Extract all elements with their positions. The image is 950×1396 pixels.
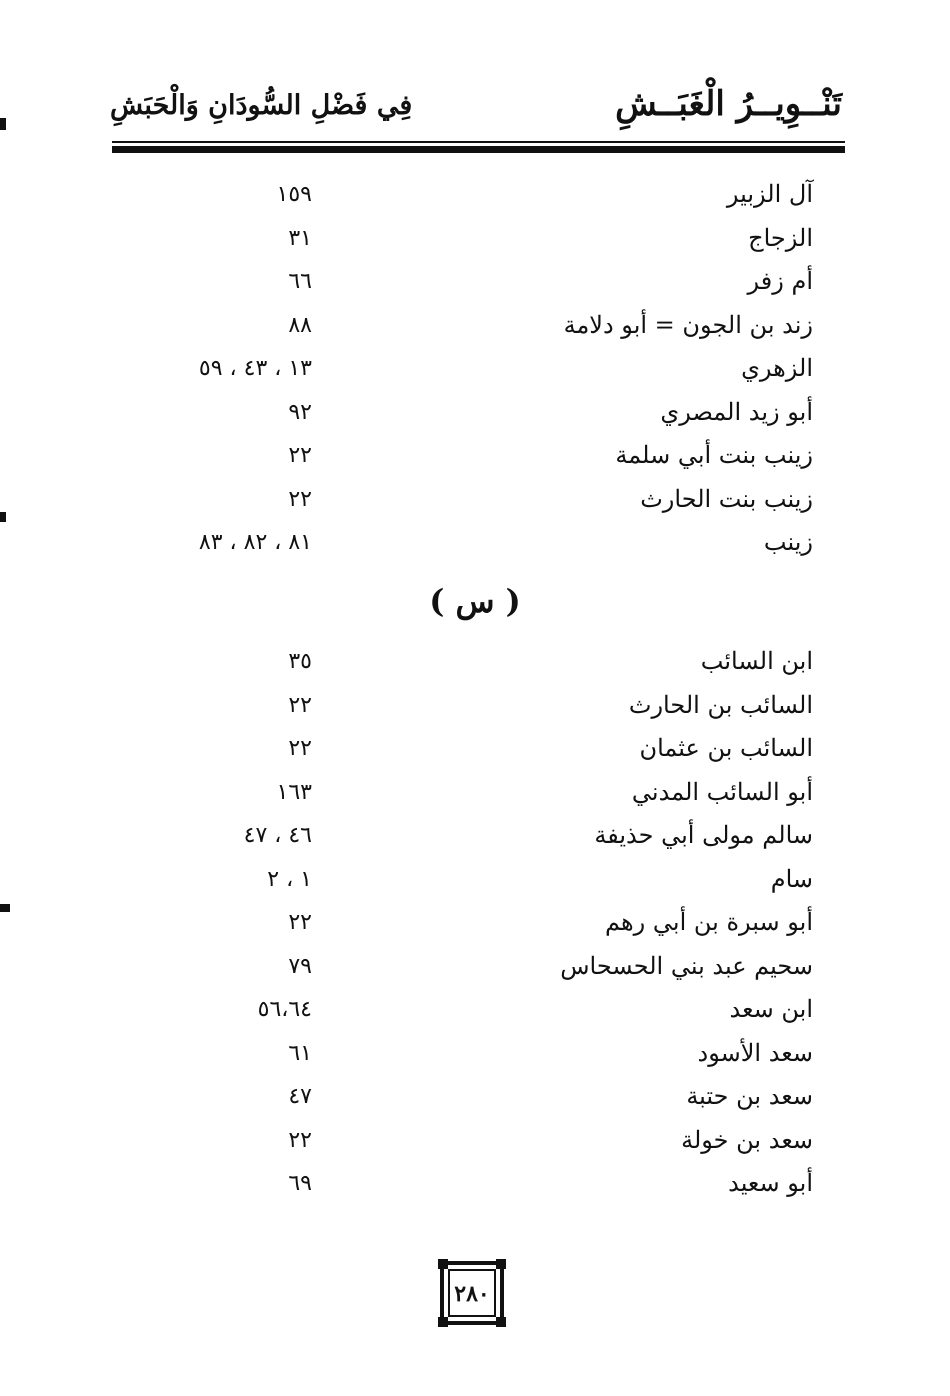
entry-pages: ٥٦،٦٤ <box>257 997 312 1022</box>
index-row <box>112 218 845 262</box>
page-number: ٢٨٠ <box>454 1281 490 1307</box>
entry-name: زينب <box>763 528 813 556</box>
entry-pages: ٦٦ <box>288 269 312 294</box>
index-section-s <box>112 641 845 1207</box>
index-row <box>112 641 845 685</box>
entry-pages: ٣٥ <box>288 649 312 674</box>
entry-pages: ١٣ ، ٤٣ ، ٥٩ <box>198 356 312 381</box>
entry-pages: ٢٢ <box>288 736 312 761</box>
entry-name: السائب بن عثمان <box>639 734 813 762</box>
index-row <box>112 479 845 523</box>
index-row <box>112 392 845 436</box>
index-row <box>112 685 845 729</box>
entry-pages: ٢٢ <box>288 910 312 935</box>
index-row <box>112 348 845 392</box>
index-row <box>112 1120 845 1164</box>
index-row <box>112 1163 845 1207</box>
frame-corner <box>496 1259 506 1269</box>
header-rule-thick <box>112 146 845 153</box>
scan-edge-mark <box>0 118 6 130</box>
index-row <box>112 946 845 990</box>
entry-pages: ٤٦ ، ٤٧ <box>243 823 312 848</box>
index-section-z <box>112 174 845 566</box>
entry-name: سام <box>770 864 813 893</box>
entry-pages: ٨٨ <box>288 312 312 338</box>
entry-name: الزهري <box>741 354 813 382</box>
entry-name: السائب بن الحارث <box>628 690 813 719</box>
entry-pages: ٢٢ <box>288 486 312 512</box>
entry-name: زينب بنت أبي سلمة <box>615 441 813 469</box>
letter-heading-seen: ( س ) <box>429 582 521 620</box>
frame-corner <box>438 1259 448 1269</box>
index-row <box>112 728 845 772</box>
entry-pages: ١٥٩ <box>276 182 312 207</box>
entry-pages: ١ ، ٢ <box>267 866 312 892</box>
entry-name: أم زفر <box>747 267 813 295</box>
entry-pages: ٢٢ <box>288 443 312 468</box>
index-row <box>112 1033 845 1077</box>
entry-pages: ٢٢ <box>288 1127 312 1153</box>
entry-pages: ٤٧ <box>288 1084 312 1109</box>
index-row <box>112 174 845 218</box>
entry-name: آل الزبير <box>726 180 813 208</box>
entry-pages: ٩٢ <box>288 399 312 425</box>
entry-name: سعد بن خولة <box>681 1125 813 1154</box>
index-row <box>112 859 845 903</box>
entry-pages: ٢٢ <box>288 692 312 718</box>
entry-pages: ٣١ <box>288 225 312 251</box>
index-row <box>112 305 845 349</box>
entry-name: سعد بن حتبة <box>686 1082 813 1110</box>
page-number-box <box>440 1261 504 1325</box>
entry-pages: ٧٩ <box>288 953 312 979</box>
entry-pages: ٦٩ <box>288 1171 312 1196</box>
entry-name: ابن سعد <box>729 995 813 1023</box>
index-row <box>112 1076 845 1120</box>
entry-name: أبو زيد المصري <box>660 397 813 426</box>
header-rule-thin <box>112 141 845 143</box>
entry-name: ابن السائب <box>700 647 813 675</box>
entry-pages: ٨١ ، ٨٢ ، ٨٣ <box>198 530 312 555</box>
scan-edge-mark <box>0 512 6 522</box>
index-row <box>112 435 845 479</box>
entry-name: سعد الأسود <box>697 1038 813 1067</box>
entry-name: أبو السائب المدني <box>631 777 813 806</box>
entry-name: أبو سعيد <box>728 1169 813 1197</box>
scan-edge-mark <box>0 904 10 912</box>
index-row <box>112 522 845 566</box>
index-row <box>112 989 845 1033</box>
frame-corner <box>438 1317 448 1327</box>
entry-name: زينب بنت الحارث <box>640 484 813 513</box>
entry-pages: ٦١ <box>288 1040 312 1066</box>
entry-name: سحيم عبد بني الحسحاس <box>560 951 813 980</box>
index-row <box>112 815 845 859</box>
frame-corner <box>496 1317 506 1327</box>
book-subtitle: فِي فَضْلِ السُّودَانِ وَالْحَبَشِ <box>110 90 413 121</box>
book-title: تَنْــوِيــرُ الْغَبَــشِ <box>615 84 842 124</box>
entry-name: الزجاج <box>748 223 813 252</box>
entry-name: سالم مولى أبي حذيفة <box>594 821 813 849</box>
index-row <box>112 902 845 946</box>
entry-name: زند بن الجون = أبو دلامة <box>563 310 813 339</box>
entry-pages: ١٦٣ <box>276 779 312 805</box>
index-row <box>112 772 845 816</box>
entry-name: أبو سبرة بن أبي رهم <box>605 908 813 936</box>
index-row <box>112 261 845 305</box>
